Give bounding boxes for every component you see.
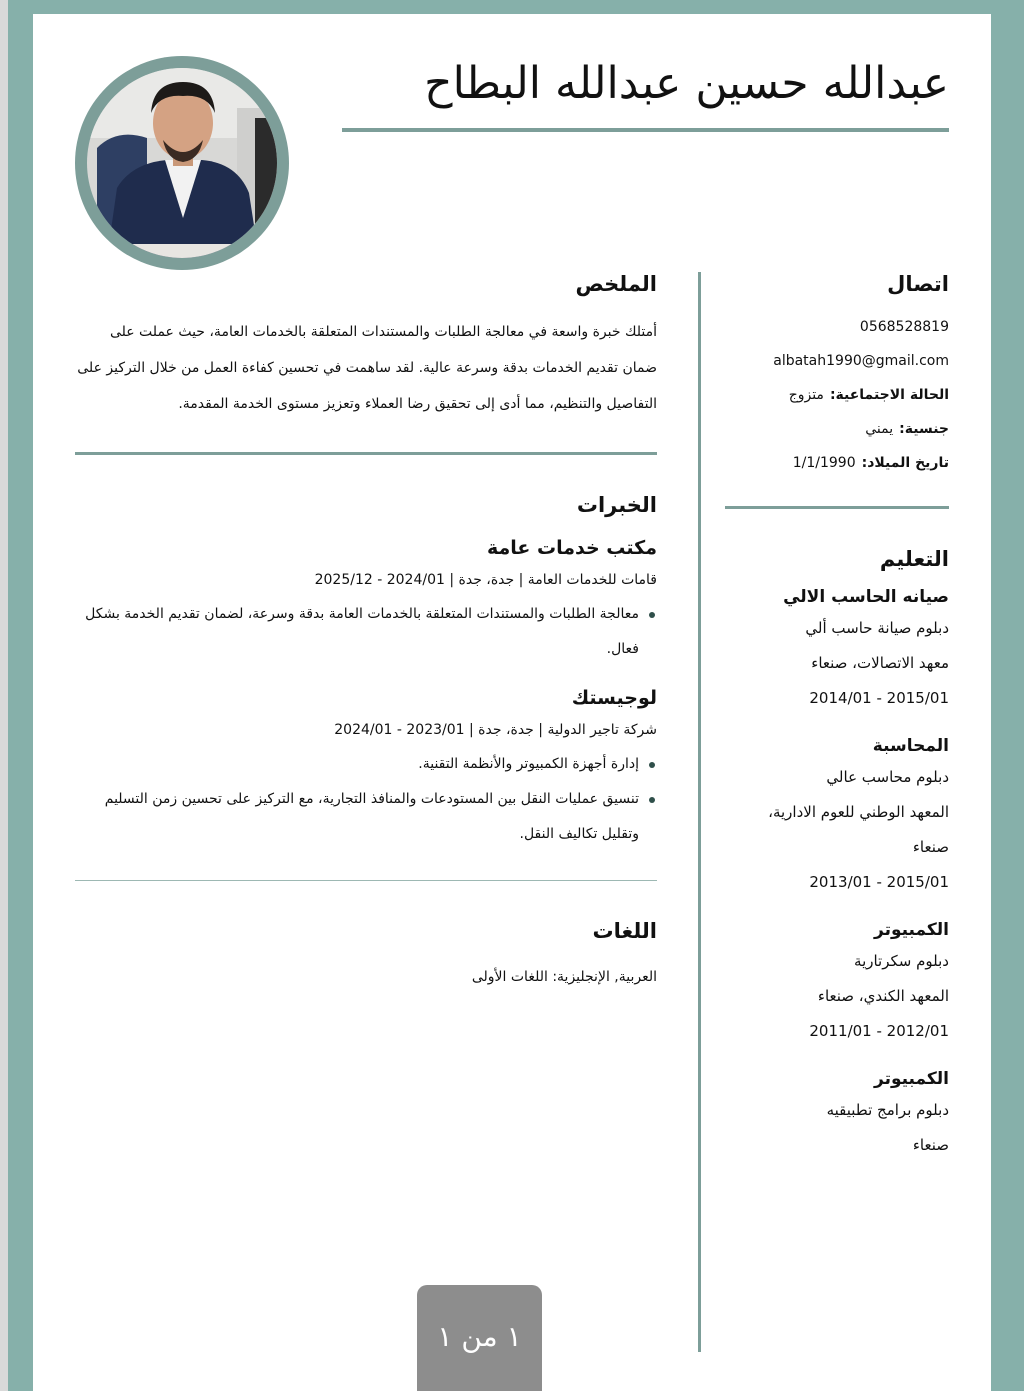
job-bullets — [75, 597, 657, 667]
job-bullet: تنسيق عمليات النقل بين المستودعات والمنافذ التجارية، مع التركيز على تحسين زمن التسليم وتقليل تكاليف النقل. — [75, 782, 657, 852]
resume-page — [33, 14, 991, 1391]
nationality — [725, 412, 949, 446]
experience-heading: الخبرات — [576, 493, 657, 517]
education-line: دبلوم صيانة حاسب ألي — [805, 619, 949, 637]
education-line: 2015/01 - 2013/01 — [809, 873, 949, 891]
contact-heading: اتصال — [887, 272, 949, 296]
summary-text: أمتلك خبرة واسعة في معالجة الطلبات والمستندات المتعلقة بالخدمات العامة، حيث عملت على ضمان تقديم الخدمات بدقة وسرعة عالية. لقد ساهمت في تحسين كفاءة العمل من خلال التركيز على التفاصيل والتنظيم، مما أدى إلى تحقيق رضا العملاء وتعزيز مستوى الخدمة المقدمة. — [77, 324, 657, 412]
column-divider — [698, 272, 701, 1352]
page-indicator: ١ من ١ — [417, 1285, 542, 1391]
birth-date — [725, 446, 949, 480]
nationality-label: جنسية: — [899, 421, 949, 437]
experience-entry — [75, 537, 657, 667]
education-entry — [725, 587, 949, 716]
education-line: دبلوم سكرتارية — [854, 952, 949, 970]
education-line: دبلوم برامج تطبيقيه — [826, 1101, 949, 1119]
summary-heading: الملخص — [575, 272, 657, 296]
education-heading: التعليم — [879, 547, 949, 571]
experience-divider — [75, 880, 657, 881]
education-title: الكمبيوتر — [874, 920, 949, 940]
job-bullets — [75, 747, 657, 852]
summary-divider — [75, 452, 657, 455]
marital-value: متزوج — [788, 387, 824, 403]
phone-number: 0568528819 — [859, 319, 949, 335]
education-line: المعهد الوطني للعوم الادارية، — [768, 803, 949, 821]
contact-divider — [725, 506, 949, 509]
education-line: المعهد الكندي، صنعاء — [817, 987, 949, 1005]
education-line: 2015/01 - 2014/01 — [809, 689, 949, 707]
birth-label: تاريخ الميلاد: — [861, 455, 949, 471]
main-column — [75, 272, 657, 995]
nationality-value: يمني — [865, 421, 894, 437]
email-address: albatah1990@gmail.com — [773, 353, 949, 369]
marital-status — [725, 378, 949, 412]
languages-heading: اللغات — [592, 919, 657, 943]
languages-text: العربية, الإنجليزية: اللغات الأولى — [471, 969, 657, 985]
education-entry — [725, 920, 949, 1049]
job-title: مكتب خدمات عامة — [487, 537, 657, 559]
page-edge — [0, 0, 8, 1391]
education-entry — [725, 736, 949, 900]
job-meta: شركة تاجير الدولية | جدة، جدة | 2023/01 - 2024/01 — [334, 722, 657, 738]
marital-label: الحالة الاجتماعية: — [829, 387, 949, 403]
education-line: دبلوم محاسب عالي — [826, 768, 949, 786]
experience-entry — [75, 687, 657, 852]
education-line: صنعاء — [912, 838, 949, 856]
birth-value: 1/1/1990 — [792, 455, 856, 471]
education-line: 2012/01 - 2011/01 — [809, 1022, 949, 1040]
education-line: صنعاء — [912, 1136, 949, 1154]
sidebar-column — [725, 272, 949, 1163]
job-bullet: إدارة أجهزة الكمبيوتر والأنظمة التقنية. — [75, 747, 657, 782]
education-entry — [725, 1069, 949, 1163]
name-divider — [342, 128, 949, 132]
education-title: الكمبيوتر — [874, 1069, 949, 1089]
profile-photo — [75, 56, 289, 270]
job-title: لوجيستك — [571, 687, 657, 709]
job-meta: قامات للخدمات العامة | جدة، جدة | 2024/01 - 2025/12 — [314, 572, 657, 588]
education-title: صيانه الحاسب الالي — [783, 587, 949, 607]
portrait-image — [87, 68, 277, 258]
education-line: معهد الاتصالات، صنعاء — [811, 654, 949, 672]
job-bullet: معالجة الطلبات والمستندات المتعلقة بالخدمات العامة بدقة وسرعة، لضمان تقديم الخدمة بشكل فعال. — [75, 597, 657, 667]
education-title: المحاسبة — [872, 736, 949, 756]
candidate-name: عبدالله حسين عبدالله البطاح — [424, 58, 949, 109]
